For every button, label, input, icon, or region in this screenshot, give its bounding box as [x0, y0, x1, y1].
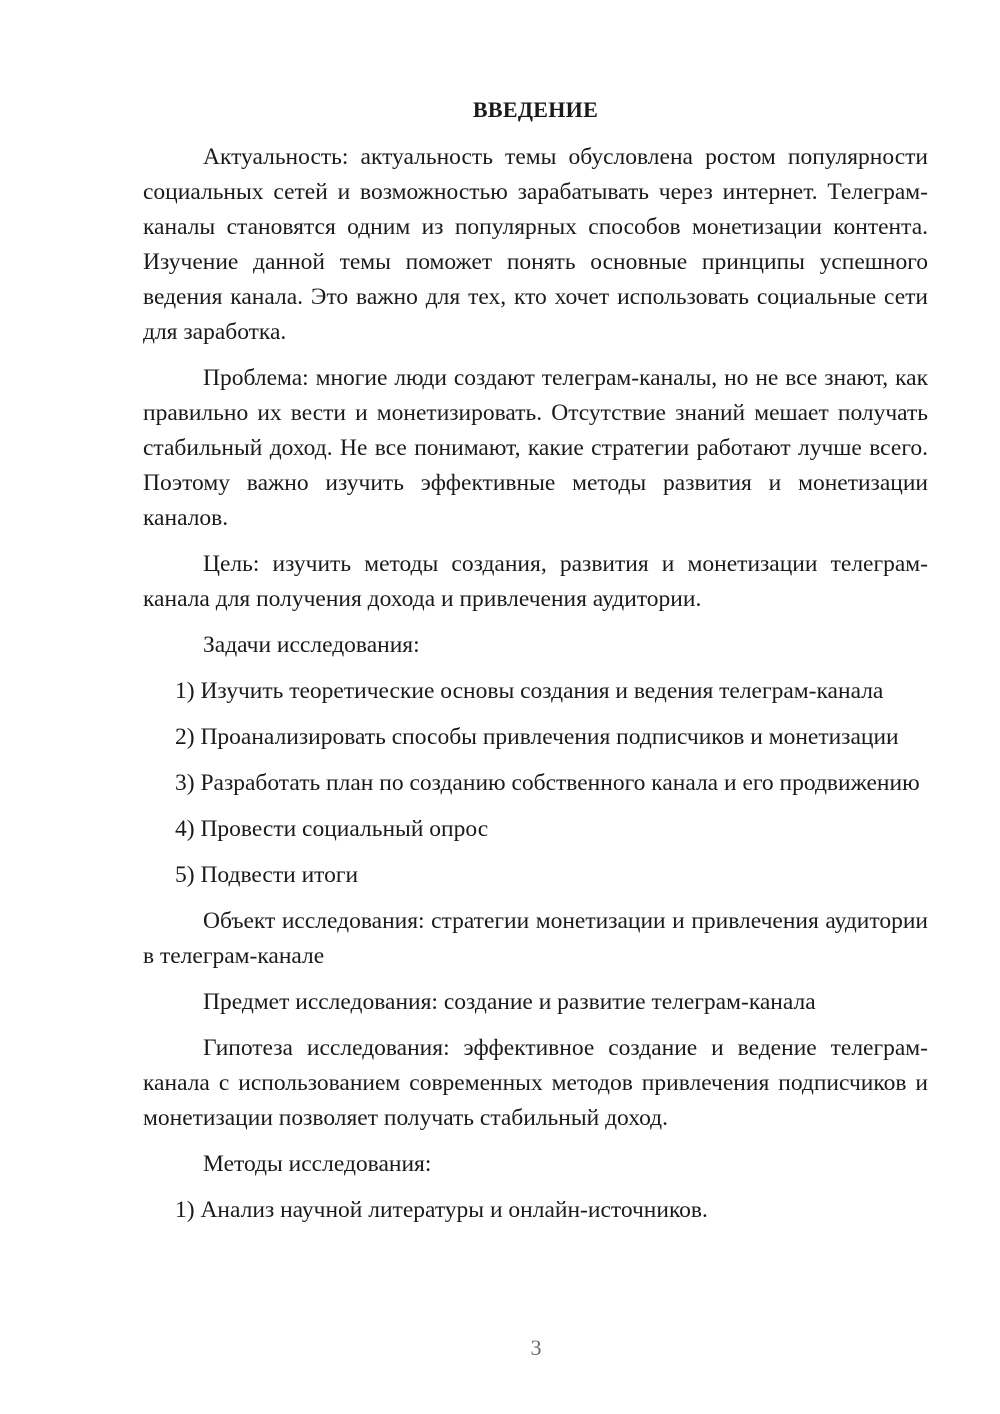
task-item: 3) Разработать план по созданию собственного канала и его продвижению [175, 770, 920, 796]
goal-paragraph: Цель: изучить методы создания, развития и монетизации телеграм-канала для получения дохода и привлечения аудитории. [143, 551, 928, 612]
problem-paragraph: Проблема: многие люди создают телеграм-каналы, но не все знают, как правильно их вести и монетизировать. Отсутствие знаний мешает получать стабильный доход. Не все понимают, какие стратегии работают лучше всего. Поэтому важно изучить эффективные методы развития и монетизации каналов. [143, 365, 928, 531]
task-item: 1) Изучить теоретические основы создания и ведения телеграм-канала [175, 678, 884, 704]
methods-heading: Методы исследования: [203, 1151, 432, 1177]
page-title: ВВЕДЕНИЕ [472, 97, 599, 122]
page-content [143, 94, 928, 1239]
task-item: 5) Подвести итоги [175, 862, 359, 888]
task-item: 4) Провести социальный опрос [175, 816, 489, 842]
tasks-heading: Задачи исследования: [203, 632, 420, 658]
subject-paragraph: Предмет исследования: создание и развитие телеграм-канала [203, 989, 816, 1015]
relevance-paragraph: Актуальность: актуальность темы обусловлена ростом популярности социальных сетей и возможностью зарабатывать через интернет. Телеграм-каналы становятся одним из популярных способов монетизации контента. Изучение данной темы поможет понять основные принципы успешного ведения канала. Это важно для тех, кто хочет использовать социальные сети для заработка. [143, 144, 928, 345]
method-item: 1) Анализ научной литературы и онлайн-источников. [175, 1197, 708, 1223]
hypothesis-paragraph: Гипотеза исследования: эффективное создание и ведение телеграм-канала с использованием современных методов привлечения подписчиков и монетизации позволяет получать стабильный доход. [143, 1035, 928, 1131]
task-item: 2) Проанализировать способы привлечения подписчиков и монетизации [175, 724, 899, 750]
page-number: 3 [530, 1335, 542, 1360]
object-paragraph: Объект исследования: стратегии монетизации и привлечения аудитории в телеграм-канале [143, 908, 928, 969]
